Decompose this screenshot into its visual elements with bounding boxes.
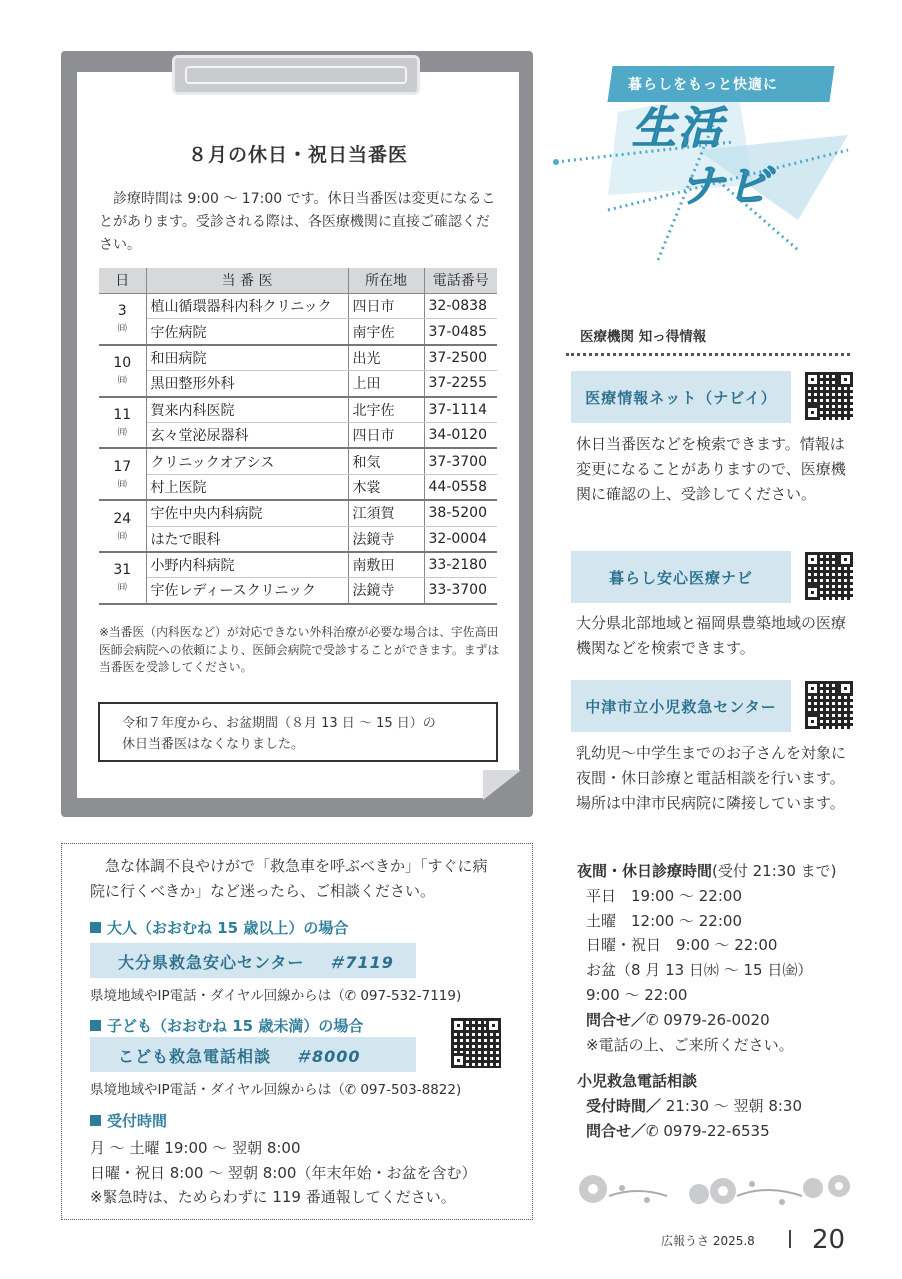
footer-divider [789, 1230, 791, 1248]
area-cell: 木裳 [348, 474, 424, 500]
day-cell: 31 ㈰ [99, 552, 146, 604]
area-cell: 四日市 [348, 422, 424, 448]
clinic-cell: クリニックオアシス [146, 448, 348, 474]
square-bullet-icon [90, 922, 101, 933]
qr-code-icon[interactable] [805, 372, 853, 420]
clinic-cell: 植山循環器科内科クリニック [146, 293, 348, 319]
tel-cell: 37-3700 [424, 448, 497, 474]
duty-intro: 診療時間は 9:00 ～ 17:00 です。休日当番医は変更になることがあります。受診される際は、各医療機関に直接ご確認ください。 [99, 191, 496, 253]
kurashi-text: 大分県北部地域と福岡県豊築地域の医療機関などを検索できます。 [576, 614, 847, 657]
notice-line: 令和７年度から、お盆期間（８月 13 日 ～ 15 日）の [122, 716, 436, 731]
tel-cell: 33-3700 [424, 578, 497, 604]
adult-heading: 大人（おおむね 15 歳以上）の場合 [90, 917, 348, 938]
tel-cell: 32-0838 [424, 293, 497, 319]
duty-doctor-sheet [77, 72, 519, 798]
day-cell: 3 ㈰ [99, 293, 146, 345]
publication-name: 広報うさ 2025.8 [661, 1234, 755, 1248]
tel-cell: 37-2255 [424, 371, 497, 397]
day-cell: 24 ㈰ [99, 500, 146, 552]
area-cell: 法鏡寺 [348, 578, 424, 604]
table-row [99, 397, 497, 423]
clinic-cell: 村上医院 [146, 474, 348, 500]
kurashi-title-box: 暮らし安心医療ナビ [571, 551, 791, 603]
area-cell: 南敷田 [348, 552, 424, 578]
consult-hours: 月 ～ 土曜 19:00 ～ 翌朝 8:00 日曜・祝日 8:00 ～ 翌朝 8:00（年末年始・お盆を含む） ※緊急時は、ためらわずに 119 番通報してください。 [90, 1139, 477, 1206]
qr-code-icon[interactable] [805, 681, 853, 729]
table-row [99, 345, 497, 371]
adult-alt-line: 県境地域やIP電話・ダイヤル回線からは（✆ 097-532-7119) [90, 988, 462, 1004]
tel-cell: 37-0485 [424, 319, 497, 345]
table-row [99, 500, 497, 526]
clinic-cell: 小野内科病院 [146, 552, 348, 578]
day-cell: 17 ㈰ [99, 448, 146, 500]
clinic-cell: 宇佐病院 [146, 319, 348, 345]
emergency-consult-box [61, 843, 533, 1220]
tel-cell: 32-0004 [424, 526, 497, 552]
dotted-divider [566, 353, 850, 356]
child-center-band: こども救急電話相談 ＃8000 [90, 1037, 416, 1072]
area-cell: 江須賀 [348, 500, 424, 526]
notice-line: 休日当番医はなくなりました。 [122, 737, 305, 752]
center-text: 乳幼児～中学生までのお子さんを対象に夜間・休日診療と電話相談を行います。場所は中津市民病院に隣接しています。 [576, 744, 847, 812]
duty-note: ※当番医（内科医など）が対応できない外科治療が必要な場合は、宇佐高田医師会病院への依頼により、医師会病院で受診することができます。まずは当番医を受診してください。 [99, 625, 500, 674]
area-cell: 出光 [348, 345, 424, 371]
area-cell: 法鏡寺 [348, 526, 424, 552]
tel-cell: 33-2180 [424, 552, 497, 578]
qr-code-icon[interactable] [451, 1018, 501, 1068]
phone-icon: ✆ [646, 1010, 659, 1029]
child-heading: 子ども（おおむね 15 歳未満）の場合 [90, 1015, 363, 1036]
obon-notice [98, 702, 498, 762]
phone-icon: ✆ [344, 988, 357, 1004]
col-clinic: 当 番 医 [146, 268, 348, 293]
col-area: 所在地 [348, 268, 424, 293]
tel-cell: 37-2500 [424, 345, 497, 371]
col-tel: 電話番号 [424, 268, 497, 293]
center-title-box: 中津市立小児救急センター [571, 680, 791, 732]
table-row [99, 552, 497, 578]
seikatsu-navi-logo: 生活 ナビ [632, 103, 772, 212]
table-header-row [99, 268, 497, 293]
adult-center-band: 大分県救急安心センター ＃7119 [90, 943, 416, 978]
table-row [99, 371, 497, 397]
clipboard-clip [172, 55, 420, 95]
area-cell: 和気 [348, 448, 424, 474]
table-row [99, 422, 497, 448]
navii-text: 休日当番医などを検索できます。情報は変更になることがありますので、医療機関に確認の上、受診してください。 [576, 435, 846, 503]
page-number: 20 [812, 1225, 846, 1255]
navii-title-box: 医療情報ネット（ナビイ） [571, 371, 791, 423]
square-bullet-icon [90, 1020, 101, 1031]
info-section-label: 医療機関 知っ得情報 [580, 329, 707, 345]
area-cell: 北宇佐 [348, 397, 424, 423]
table-row [99, 319, 497, 345]
table-row [99, 293, 497, 319]
day-cell: 10 ㈰ [99, 345, 146, 397]
page-title: ８月の休日・祝日当番医 [187, 144, 408, 166]
tel-cell: 37-1114 [424, 397, 497, 423]
table-row [99, 526, 497, 552]
table-row [99, 474, 497, 500]
area-cell: 四日市 [348, 293, 424, 319]
night-hours: 夜間・休日診療時間(受付 21:30 まで) 平日 19:00 ～ 22:00 土曜 12:00 ～ 22:00 日曜・祝日 9:00 ～ 22:00 お盆（8 月 13 日㈬ ～ 15 日㈮） 9:00 ～ 22:00 問合せ／✆ 0979-26-0020 ※電話の上、ご来所ください。 [577, 862, 837, 1054]
duty-doctor-table [99, 268, 497, 605]
hours-heading: 受付時間 [90, 1110, 167, 1131]
clinic-cell: 賀来内科医院 [146, 397, 348, 423]
consult-intro: 急な体調不良やけがで「救急車を呼ぶべきか」「すぐに病 院に行くべきか」など迷ったら、ご相談ください。 [90, 857, 488, 900]
section-ribbon: 暮らしをもっと快適に [607, 66, 834, 102]
clinic-cell: 黒田整形外科 [146, 371, 348, 397]
qr-code-icon[interactable] [805, 552, 853, 600]
day-cell: 11 ㈪ [99, 397, 146, 449]
clinic-cell: 玄々堂泌尿器科 [146, 422, 348, 448]
area-cell: 上田 [348, 371, 424, 397]
phone-icon: ✆ [344, 1082, 357, 1098]
child-phone-consult: 小児救急電話相談 受付時間／ 21:30 ～ 翌朝 8:30 問合せ／✆ 0979-22-6535 [577, 1072, 802, 1140]
child-alt-line: 県境地域やIP電話・ダイヤル回線からは（✆ 097-503-8822) [90, 1082, 462, 1098]
clinic-cell: はたで眼科 [146, 526, 348, 552]
clinic-cell: 宇佐レディースクリニック [146, 578, 348, 604]
flower-decoration [577, 1166, 851, 1212]
square-bullet-icon [90, 1115, 101, 1126]
tel-cell: 34-0120 [424, 422, 497, 448]
table-row [99, 448, 497, 474]
clinic-cell: 宇佐中央内科病院 [146, 500, 348, 526]
area-cell: 南宇佐 [348, 319, 424, 345]
col-day: 日 [99, 268, 146, 293]
table-row [99, 578, 497, 604]
phone-icon: ✆ [646, 1121, 659, 1140]
tel-cell: 38-5200 [424, 500, 497, 526]
clinic-cell: 和田病院 [146, 345, 348, 371]
tel-cell: 44-0558 [424, 474, 497, 500]
